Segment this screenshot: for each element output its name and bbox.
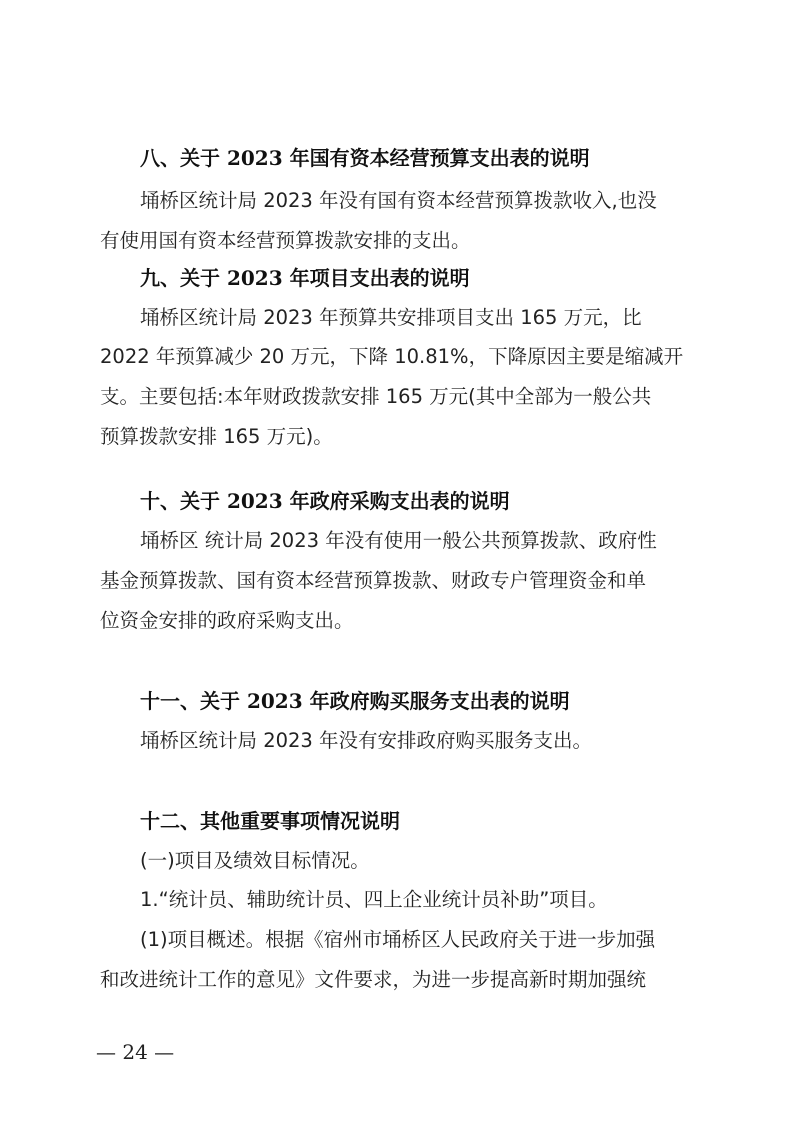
section-9-line-1: 埇桥区统计局 2023 年预算共安排项目支出 165 万元，比 <box>140 306 642 329</box>
section-12-line-4: 和改进统计工作的意见》文件要求，为进一步提高新时期加强统 <box>100 968 647 991</box>
section-10-line-1: 埇桥区 统计局 2023 年没有使用一般公共预算拨款、政府性 <box>140 529 657 552</box>
section-12-heading: 十二、其他重要事项情况说明 <box>140 809 400 833</box>
section-12-line-1: (一)项目及绩效目标情况。 <box>140 849 370 872</box>
section-10-line-3: 位资金安排的政府采购支出。 <box>100 609 354 632</box>
section-9-line-3: 支。主要包括:本年财政拨款安排 165 万元(其中全部为一般公共 <box>100 385 652 408</box>
section-10-heading: 十、关于 2023 年政府采购支出表的说明 <box>140 489 510 513</box>
section-10-line-2: 基金预算拨款、国有资本经营预算拨款、财政专户管理资金和单 <box>100 569 647 592</box>
section-11-line-1: 埇桥区统计局 2023 年没有安排政府购买服务支出。 <box>140 729 593 752</box>
section-9-line-2: 2022 年预算减少 20 万元，下降 10.81%，下降原因主要是缩减开 <box>100 345 684 368</box>
section-12-line-2: 1.“统计员、辅助统计员、四上企业统计员补助”项目。 <box>140 888 608 911</box>
section-8-heading: 八、关于 2023 年国有资本经营预算支出表的说明 <box>140 146 590 170</box>
section-11-heading: 十一、关于 2023 年政府购买服务支出表的说明 <box>140 689 570 713</box>
section-8-line-1: 埇桥区统计局 2023 年没有国有资本经营预算拨款收入,也没 <box>140 189 657 212</box>
section-8-line-2: 有使用国有资本经营预算拨款安排的支出。 <box>100 229 471 252</box>
page-number: — 24 — <box>96 1040 175 1064</box>
section-9-line-4: 预算拨款安排 165 万元)。 <box>100 425 333 448</box>
section-12-line-3: (1)项目概述。根据《宿州市埇桥区人民政府关于进一步加强 <box>140 928 656 951</box>
section-9-heading: 九、关于 2023 年项目支出表的说明 <box>140 266 470 290</box>
